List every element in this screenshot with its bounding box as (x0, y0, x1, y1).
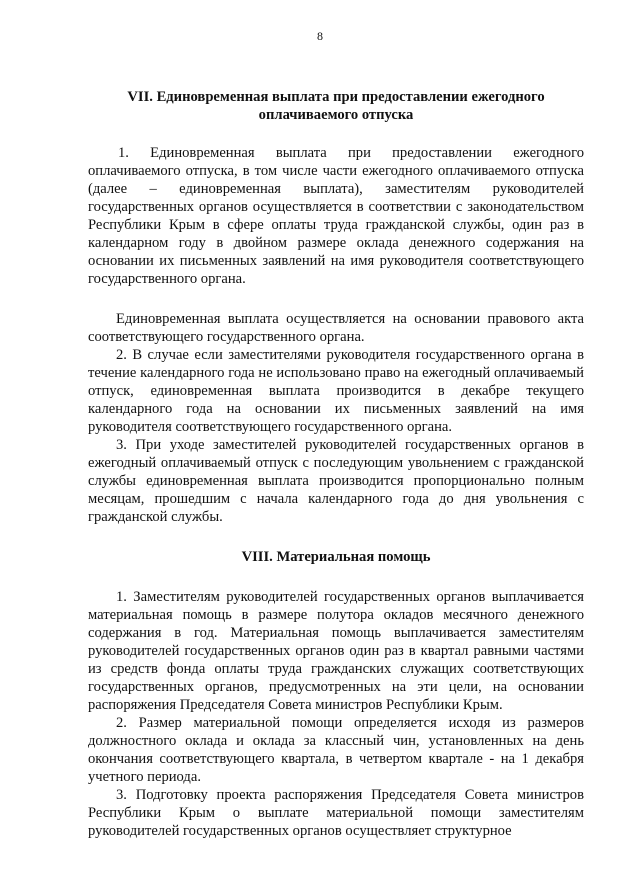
section-7-paragraph-4: 3. При уходе заместителей руководителей государственных органов в ежегодный оплачиваемый отпуск с последующим увольнением с гражданской службы единовременная выплата производится пропорционально полным месяцам, прошедшим с начала календарного года до дня увольнения с гражданской службы. (88, 437, 584, 525)
section-7-paragraph-2: Единовременная выплата осуществляется на основании правового акта соответствующего государственного органа. (88, 311, 584, 345)
section-7-paragraph-3: 2. В случае если заместителями руководителя государственного органа в течение календарного года не использовано право на ежегодный оплачиваемый отпуск, единовременная выплата производится в декабре текущего календарного года на основании их письменных заявлений на имя руководителя соответствующего государственного органа. (88, 347, 584, 435)
section-8-paragraph-1: 1. Заместителям руководителей государственных органов выплачивается материальная помощь в размере полутора окладов месячного денежного содержания в год. Материальная помощь выплачивается заместителям руководителей государственных органов один раз в квартал равными частями из средств фонда оплаты труда гражданских служащих соответствующих государственных органов, предусмотренных на эти цели, на основании распоряжения Председателя Совета министров Республики Крым. (88, 589, 584, 713)
paragraph-spacer (88, 288, 584, 310)
section-7-heading (88, 88, 584, 124)
section-7-paragraph-1: 1. Единовременная выплата при предоставлении ежегодного оплачиваемого отпуска, в том числе части ежегодного оплачиваемого отпуска (далее – единовременная выплата), заместителям руководителей государственных органов осуществляется в соответствии с законодательством Республики Крым в сфере оплаты труда гражданской службы, один раз в календарном году в двойном размере оклада денежного содержания на основании их письменных заявлений на имя руководителя соответствующего государственного органа. (88, 145, 584, 287)
section-7-title-line-1: VII. Единовременная выплата при предоставлении ежегодного (127, 89, 545, 105)
section-8-heading: VIII. Материальная помощь (241, 549, 431, 565)
section-7-title-line-2: оплачиваемого отпуска (258, 107, 414, 123)
document-body (88, 88, 584, 840)
section-8-paragraph-2: 2. Размер материальной помощи определяется исходя из размеров должностного оклада и оклада за классный чин, установленных на день окончания соответствующего квартала, в четвертом квартале - на 1 декабря учетного периода. (88, 715, 584, 785)
page-number: 8 (317, 29, 323, 43)
section-8-paragraph-3: 3. Подготовку проекта распоряжения Председателя Совета министров Республики Крым о выплате материальной помощи заместителям руководителей государственных органов осуществляет структурное (88, 787, 584, 839)
